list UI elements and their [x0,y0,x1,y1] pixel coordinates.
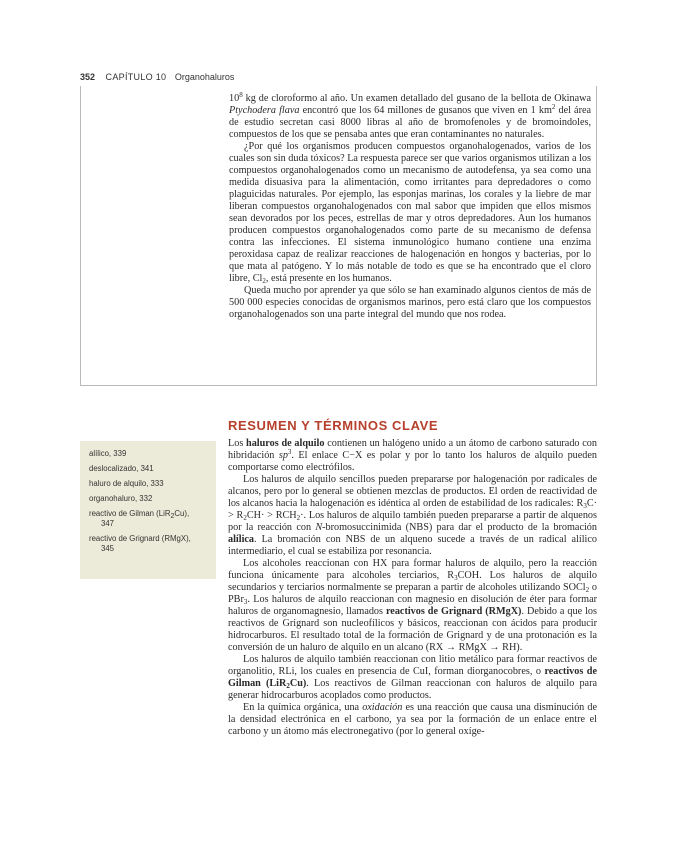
box-paragraph-2: ¿Por qué los organismos producen compuestos organohalogenados, varios de los cuales son sin duda tóxicos? La respuesta parece ser que varios organismos utilizan a los compuestos organohalogenados como un mecanismo de autodefensa, ya sea como una medida disuasiva para la alimentación, como irritantes para depredadores o como plaguicidas naturales. Por ejemplo, las esponjas marinas, los corales y la liebre de mar liberan compuestos organohalogenados con mal sabor que impiden que ellos mismos sean devorados por los peces, estrellas de mar y otros depredadores. Aun los humanos producen compuestos organohalogenados como parte de su mecanismo de defensa contra las infecciones. El sistema inmunológico humano contiene una enzima peroxidasa capaz de realizar reacciones de halogenación en hongos y bacterias, por lo que mata al patógeno. Y lo más notable de todo es que se ha encontrado que el cloro libre, $Cl_2$, está presente en los humanos. [229,141,591,285]
summary-text [228,438,597,738]
summary-paragraph-4: Los haluros de alquilo también reaccionan con litio metálico para formar reactivos de organolitio, RLi, los cuales en presencia de CuI, forman diorganocobres, o reactivos de Gilman (LiR$_2$Cu). Los reactivos de Gilman reaccionan con haluros de alquilo para generar hidrocarburos acoplados como productos. [228,654,597,701]
key-term: reactivo de Grignard (RMgX), 345 [89,534,191,553]
key-terms-box [80,441,216,579]
page-number: 352 [80,72,96,82]
key-term: deslocalizado, 341 [89,464,154,473]
box-text [229,93,591,321]
chapter-title: Organohaluros [174,72,235,82]
sidebar-box [80,86,597,386]
key-term: organohaluro, 332 [89,494,153,503]
key-term: alílico, 339 [89,449,127,458]
summary-paragraph-2: Los haluros de alquilo sencillos pueden prepararse por halogenación por radicales de alcanos, pero por lo general se obtienen mezclas de productos. El orden de reactividad de los alcanos hacia la halogenación es idéntica al orden de estabilidad de los radicales: $R_3C\cdot > R_2CH\cdot > RCH_2\cdot$. Los haluros de alquilo también pueden prepararse a partir de alquenos por la reacción con N-bromosuccinimida (NBS) para dar el producto de la bromación alílica. La bromación con NBS de un alqueno sucede a través de un radical alílico intermediario, el cual se estabiliza por resonancia. [228,474,597,557]
summary-paragraph-1: Los haluros de alquilo contienen un halógeno unido a un átomo de carbono saturado con hibridación $sp^3$. El enlace C−X es polar y por lo tanto los haluros de alquilo pueden comportarse como electrófilos. [228,438,597,473]
box-paragraph-1: $10^8$ kg de cloroformo al año. Un examen detallado del gusano de la bellota de Okinawa Ptychodera flava encontró que los 64 millones de gusanos que viven en 1 $km^2$ del área de estudio secretan casi 8000 libras al año de bromofenoles y de bromoindoles, compuestos de los que se pensaba antes que eran contaminantes no naturales. [229,91,592,140]
running-head [80,72,234,82]
summary-paragraph-3: Los alcoholes reaccionan con HX para formar haluros de alquilo, pero la reacción funciona únicamente para alcoholes terciarios, $R_3COH$. Los haluros de alquilo secundarios y terciarios normalmente se preparan a partir de alcoholes utilizando SOCl$_2$ o PBr$_3$. Los haluros de alquilo reaccionan con magnesio en disolución de éter para formar haluros de organomagnesio, llamados reactivos de Grignard (RMgX). Debido a que los reactivos de Grignard son nucleofílicos y básicos, reaccionan con ácidos para producir hidrocarburos. El resultado total de la formación de Grignard y de una protonación es la conversión de un haluro de alquilo en un alcano (RX → RMgX → RH). [228,558,598,653]
chapter-label: CAPÍTULO 10 [105,72,167,82]
summary-paragraph-5: En la química orgánica, una oxidación es una reacción que causa una disminución de la densidad electrónica en el carbono, ya sea por la formación de un enlace entre el carbono y un átomo más electronegativo (por lo general oxíge- [228,702,597,737]
key-term: reactivo de Gilman (LiR$_2$Cu), 347 [89,509,190,528]
key-term: haluro de alquilo, 333 [89,479,164,488]
section-heading: RESUMEN Y TÉRMINOS CLAVE [228,418,439,433]
box-paragraph-3: Queda mucho por aprender ya que sólo se han examinado algunos cientos de más de 500 000 especies conocidas de organismos marinos, pero está claro que los compuestos organohalogenados son una parte integral del mundo que nos rodea. [229,285,591,320]
